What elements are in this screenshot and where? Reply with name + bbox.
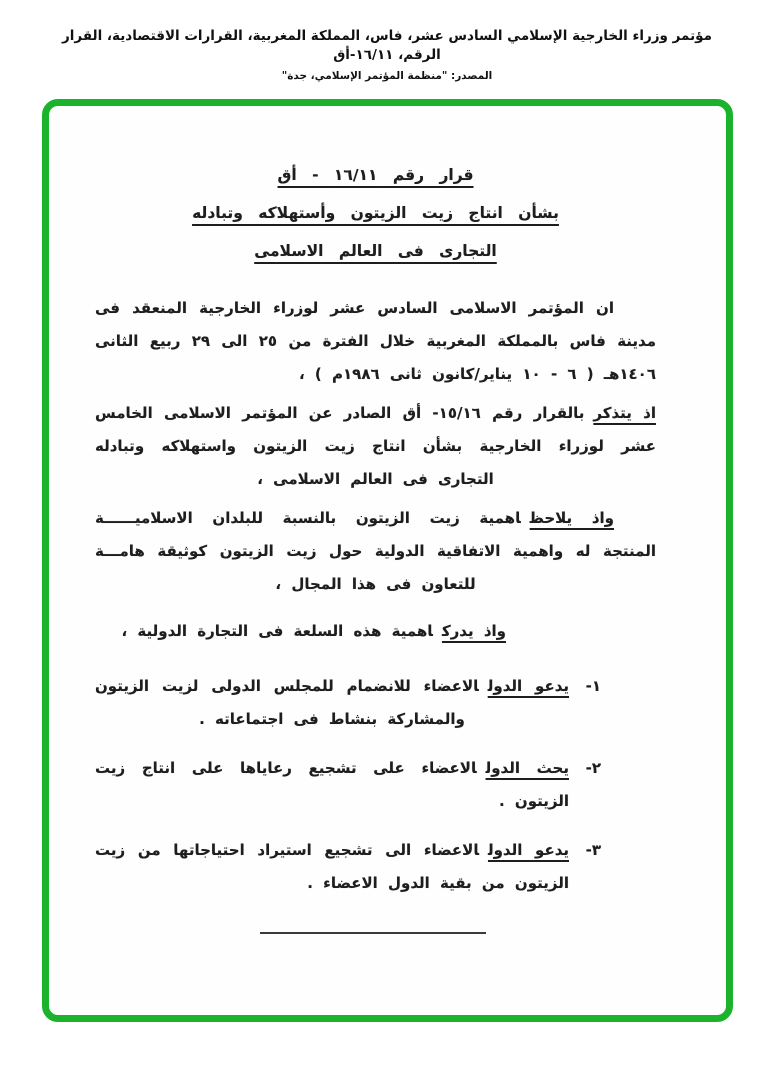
citation-line: مؤتمر وزراء الخارجية الإسلامي السادس عشر، فاس، المملكة المغربية، القرارات الاقتصادية، القرار الرقم، ١٦/١١-أق [62,28,712,63]
source-line: المصدر: "منظمة المؤتمر الإسلامي، جدة" [281,69,493,82]
title-line-3: التجارى فى العالم الاسلامى [254,242,497,260]
operative-item-3 [95,834,601,900]
paragraph-text: ان المؤتمر الاسلامى السادس عشر لوزراء الخارجية المنعقد فى مدينة فاس بالمملكة المغربية خلال الفترة من ٢٥ الى ٢٩ ربيع الثانى ١٤٠٦هـ ( ٦ - ١٠ يناير/كانون ثانى ١٩٨٦م ) ، [95,299,656,383]
item-text [95,670,569,736]
item-number: ٣- [585,841,601,859]
item-number: ١- [585,677,601,695]
item-lead: يدعو الدول [487,677,569,695]
resolution-title [95,156,656,270]
preamble-paragraph-2 [95,397,656,496]
operative-item-2 [95,752,601,818]
item-body: الاعضاء على تشجيع رعاياها على انتاج زيت الزيتون . [95,759,569,810]
title-line-1: قرار رقم ١٦/١١ - أق [277,166,474,184]
divider-rule [260,932,486,934]
preamble-paragraph-4 [95,615,506,648]
title-line-2: بشأن انتاج زيت الزيتون وأستهلاكه وتبادله [192,204,559,222]
item-body: الاعضاء الى تشجيع استيراد احتياجاتها من زيت الزيتون من بقية الدول الاعضاء . [95,841,569,892]
operative-item-1 [95,670,601,736]
preamble-paragraph-3 [95,502,656,601]
item-lead: يدعو الدول [487,841,569,859]
citation-header [0,0,774,82]
item-text [95,834,569,900]
green-border-frame [42,99,733,1022]
paragraph-lead: واذ يدرك [441,622,506,640]
paragraph-lead: اذ يتذكر [593,404,656,422]
item-number: ٢- [585,759,601,777]
paragraph-text: بالقرار رقم ١٥/١٦- أق الصادر عن المؤتمر الاسلامى الخامس عشر لوزراء الخارجية بشأن انتاج زيت الزيتون واستهلاكه وتبادله التجارى فى العالم الاسلامى ، [95,404,656,488]
paragraph-text: اهمية هذه السلعة فى التجارة الدولية ، [121,622,433,640]
paragraph-lead: واذ يلاحظ [529,509,614,527]
item-lead: يحث الدول [485,759,569,777]
item-body: الاعضاء للانضمام للمجلس الدولى لزيت الزيتون والمشاركة بنشاط فى اجتماعاته . [95,677,479,728]
preamble-paragraph-1 [95,292,656,391]
paragraph-text: اهمية زيت الزيتون بالنسبة للبلدان الاسلاميــــــة المنتجة له واهمية الاتفاقية الدولية حول زيت الزيتون كوثيقة هامـــة للتعاون فى هذا المجال ، [95,509,656,593]
item-text [95,752,569,818]
scanned-document [49,106,726,934]
